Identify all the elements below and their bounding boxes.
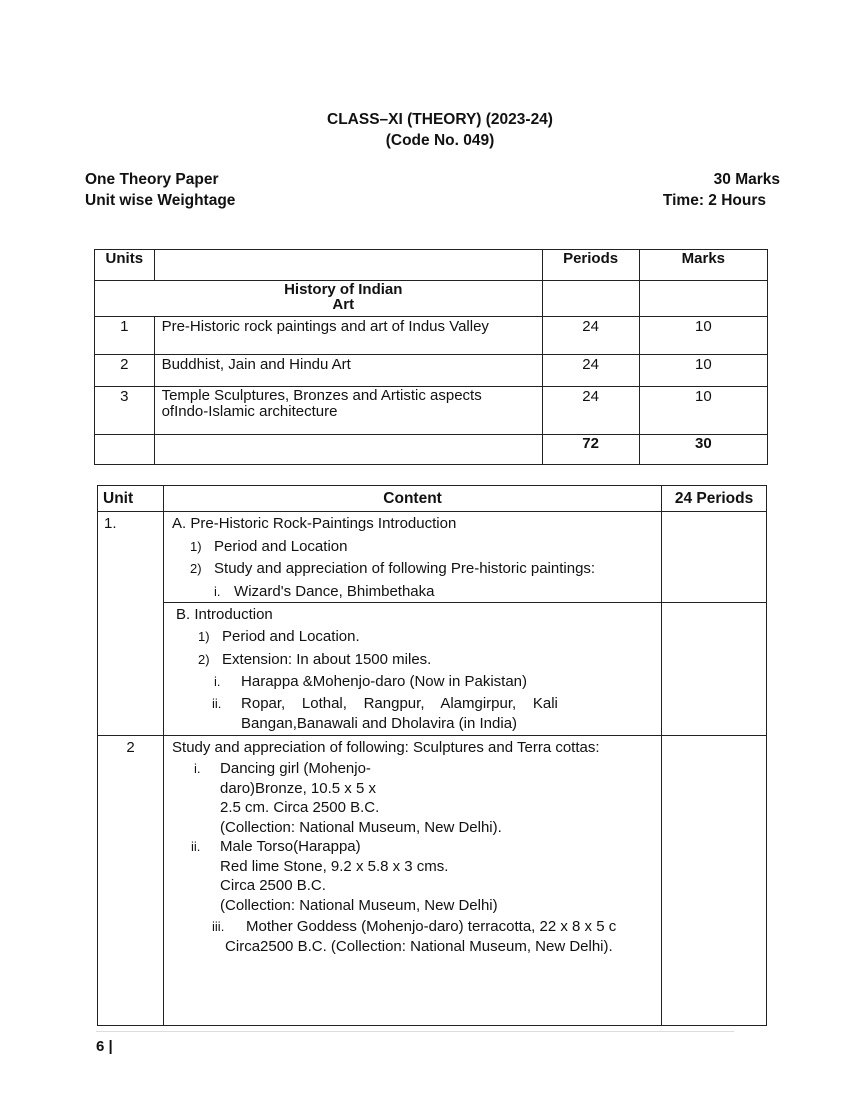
weightage-table <box>94 249 768 465</box>
item-line: Mother Goddess (Mohenjo-daro) terracotta, 22 x 8 x 5 c <box>246 918 617 935</box>
unit1-partB <box>164 602 662 735</box>
unit-topic <box>154 387 542 435</box>
unit-number: 3 <box>95 387 155 435</box>
unit-number: 2 <box>95 355 155 387</box>
item-line: 2.5 cm. Circa 2500 B.C. <box>220 799 380 816</box>
empty-cell <box>95 435 155 465</box>
unit-topic-line1: Temple Sculptures, Bronzes and Artistic aspects <box>161 387 482 404</box>
unit-number: 1 <box>95 317 155 355</box>
unit2-row <box>98 735 767 1025</box>
item-line: Male Torso(Harappa) <box>220 838 361 855</box>
empty-cell <box>662 512 767 603</box>
unit-topic-line2: ofIndo-Islamic architecture <box>161 403 338 420</box>
unit2-item <box>164 759 661 837</box>
periods-header: 24 Periods <box>662 486 767 512</box>
item-text: Study and appreciation of following Pre-historic paintings: <box>214 560 596 577</box>
partB-heading: B. Introduction <box>176 605 273 623</box>
section-title-line1: History of Indian <box>284 281 403 298</box>
content-header: Content <box>164 486 662 512</box>
unit1-partA-row <box>98 512 767 603</box>
unit-periods: 24 <box>542 387 639 435</box>
unit1-number: 1. <box>98 512 164 736</box>
document-title: CLASS–XI (THEORY) (2023-24) <box>327 111 553 128</box>
item-number: 1) <box>190 538 202 554</box>
content-table <box>97 485 767 1026</box>
item-line: Dancing girl (Mohenjo- <box>220 760 371 777</box>
subitem-number: i. <box>214 674 221 689</box>
unit-topic-text: Buddhist, Jain and Hindu Art <box>161 356 351 373</box>
weightage-label: Unit wise Weightage <box>85 192 236 209</box>
weightage-row <box>95 355 768 387</box>
item-line: daro)Bronze, 10.5 x 5 x <box>220 779 376 797</box>
unit1-partB-row <box>98 602 767 735</box>
item-number: 2) <box>190 561 202 576</box>
marks-header: Marks <box>639 250 767 281</box>
item-number: i. <box>194 761 201 776</box>
weightage-row <box>95 387 768 435</box>
unit2-item <box>164 837 661 915</box>
unit2-item <box>164 915 661 937</box>
item-number: ii. <box>191 839 201 854</box>
item-number: 1) <box>198 629 210 644</box>
total-marks-label: 30 Marks <box>713 171 780 188</box>
unit2-number: 2 <box>98 735 164 1025</box>
empty-cell <box>639 281 767 317</box>
item-line: Circa 2500 B.C. <box>220 877 326 894</box>
partB-item <box>164 649 661 672</box>
subitem-text: Ropar, Lothal, Rangpur, Alamgirpur, Kali <box>241 694 558 712</box>
empty-cell <box>542 281 639 317</box>
empty-cell <box>662 602 767 735</box>
empty-cell <box>662 735 767 1025</box>
unit-marks: 10 <box>639 387 767 435</box>
subitem-number: i. <box>214 583 221 599</box>
item-text: Period and Location <box>214 537 348 555</box>
item-number: iii. <box>212 919 225 934</box>
footer-divider <box>96 1031 734 1032</box>
unit-topic <box>154 317 542 355</box>
unit-header: Unit <box>98 486 164 512</box>
partA-item <box>164 558 661 581</box>
unit2-content <box>164 735 662 1025</box>
item-line: (Collection: National Museum, New Delhi). <box>220 818 502 836</box>
empty-cell <box>154 435 542 465</box>
weightage-header-row <box>95 250 768 281</box>
unit1-partA <box>164 512 662 603</box>
item-line: (Collection: National Museum, New Delhi) <box>220 896 498 914</box>
content-header-row <box>98 486 767 512</box>
unit-marks: 10 <box>639 317 767 355</box>
subitem-text: Harappa &Mohenjo-daro (Now in Pakistan) <box>241 673 528 690</box>
item-line: Circa2500 B.C. (Collection: National Museum, New Delhi). <box>225 938 613 955</box>
topic-header <box>154 250 542 281</box>
time-label: Time: 2 Hours <box>662 192 766 209</box>
item-line: Red lime Stone, 9.2 x 5.8 x 3 cms. <box>220 857 449 875</box>
section-title <box>95 281 543 317</box>
unit-topic <box>154 355 542 387</box>
unit-marks: 10 <box>639 355 767 387</box>
page-number: 6 | <box>96 1038 113 1055</box>
unit-topic-text: Pre-Historic rock paintings and art of Indus Valley <box>161 318 489 335</box>
partA-heading: A. Pre-Historic Rock-Paintings Introduction <box>172 515 457 532</box>
weightage-total-row <box>95 435 768 465</box>
partB-item <box>164 626 661 649</box>
subitem-text: Wizard's Dance, Bhimbethaka <box>234 582 435 600</box>
periods-header: Periods <box>542 250 639 281</box>
total-periods: 72 <box>542 435 639 465</box>
unit-periods: 24 <box>542 317 639 355</box>
partB-subitem <box>164 671 661 694</box>
partA-item <box>164 536 661 559</box>
total-marks: 30 <box>639 435 767 465</box>
units-header: Units <box>95 250 155 281</box>
document-code: (Code No. 049) <box>385 132 495 149</box>
subitem-number: ii. <box>212 695 222 711</box>
section-title-line2: Art <box>332 296 355 313</box>
item-text: Period and Location. <box>222 628 360 645</box>
partA-subitem <box>164 581 661 602</box>
weightage-row <box>95 317 768 355</box>
paper-label: One Theory Paper <box>85 171 219 188</box>
partB-subitem-continued: Bangan,Banawali and Dholavira (in India) <box>241 714 518 732</box>
section-title-row <box>95 281 768 317</box>
unit-periods: 24 <box>542 355 639 387</box>
item-text: Extension: In about 1500 miles. <box>222 650 432 668</box>
item-number: 2) <box>198 651 210 667</box>
unit2-heading: Study and appreciation of following: Sculptures and Terra cottas: <box>172 738 600 756</box>
partB-subitem <box>164 694 661 714</box>
